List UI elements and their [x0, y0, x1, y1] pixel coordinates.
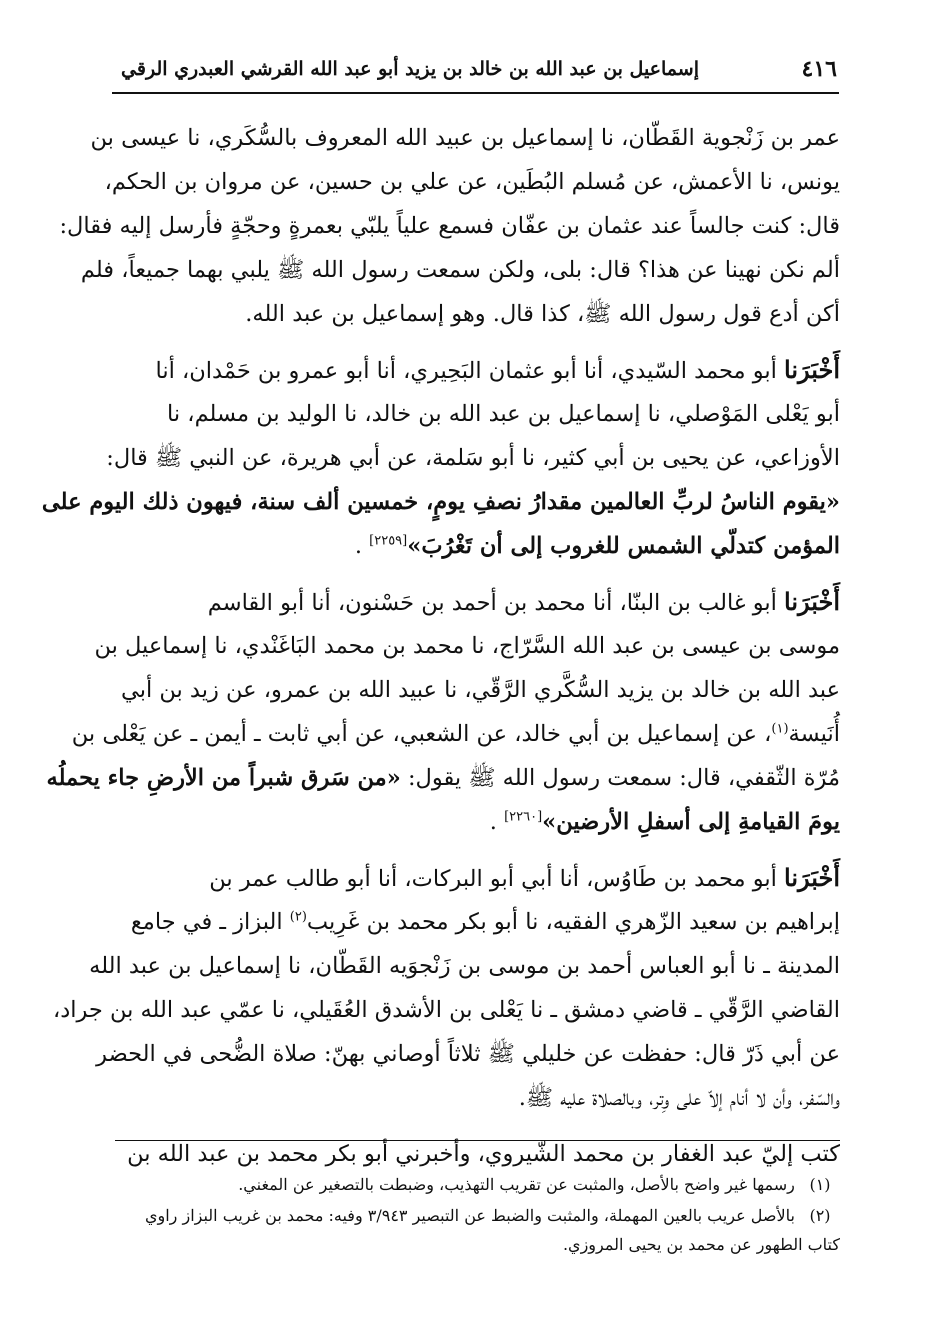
text-line: موسى بن عيسى بن عبد الله السَّرّاج، نا محمد بن محمد البَاغَنْدي، نا إسماعيل بن [94, 633, 840, 659]
header-title: إسماعيل بن عبد الله بن خالد بن يزيد أبو عبد الله القرشي العبدري الرقي [121, 58, 699, 80]
text-segment: ، عن إسماعيل بن أبي خالد، عن الشعبي، عن أبي ثابت ـ أيمن ـ عن يَعْلى بن [71, 721, 772, 747]
main-text [41, 116, 840, 1176]
text-segment: البزاز ـ في جامع [130, 909, 290, 935]
text-line: يونس، نا الأعمش، عن مُسلم البُطَين، عن علي بن حسين، عن مروان بن الحكم، [104, 169, 840, 195]
text-segment: إبراهيم بن سعيد الزّهري الفقيه، نا أبو بكر محمد بن غَرِيب [306, 909, 840, 935]
text-line: عبد الله بن خالد بن يزيد السُّكَّري الرَّقّي، نا عبيد الله بن عمرو، عن زيد بن أبي [120, 677, 840, 703]
akhbarana-keyword: أَخْبَرَنا [784, 863, 840, 892]
text-segment: أبو محمد بن طَاوُس، أنا أبي أبو البركات، أنا أبو طالب عمر بن [209, 866, 777, 892]
text-line: أبو يَعْلى المَوْصلي، نا إسماعيل بن عبد الله بن خالد، نا الوليد بن مسلم، نا [167, 401, 840, 427]
hadith-text: المؤمن كتدلّي الشمس للغروب إلى أن تَغْرُبَ» [407, 533, 840, 559]
footnote-marker: (٢) [289, 909, 307, 925]
hadith-number: [٢٢٦٠] [504, 809, 543, 825]
text-line [115, 348, 840, 392]
text-line: ألم نكن نهينا عن هذا؟ قال: بلى، ولكن سمعت رسول الله ﷺ يلبي بهما جميعاً، فلم [80, 257, 840, 283]
text-line [115, 580, 840, 624]
footnote-marker: (١) [771, 721, 789, 737]
footnote-1 [115, 1171, 840, 1199]
text-segment: أبو محمد السّيدي، أنا أبو عثمان البَحِيري، أنا أبو عمرو بن حَمْدان، أنا [155, 358, 777, 384]
text-line: المدينة ـ نا أبو العباس أحمد بن موسى بن زَنْجوَيه القَطّان، نا إسماعيل بن عبد الله [89, 953, 840, 979]
text-segment: أبو غالب بن البنّا، أنا محمد بن أحمد بن حَسْنون، أنا أبو القاسم [207, 590, 777, 616]
text-line [71, 712, 840, 756]
text-segment: أُنَيسة [788, 721, 840, 747]
text-line: عن أبي ذَرّ قال: حفظت عن خليلي ﷺ ثلاثاً أوصاني بهنّ: صلاة الضُّحى في الحضر [96, 1041, 840, 1067]
text-line: القاضي الرَّقّي ـ قاضي دمشق ـ نا يَعْلى بن الأشدق العُقَيلي، نا عمّي عبد الله بن جراد، [52, 997, 840, 1023]
hadith-text: «من سَرق شبراً من الأرضِ جاء يحملُه [46, 765, 401, 791]
running-header [112, 52, 839, 94]
text-line: والسّفر، وأن لا أنام إلاّ على وِتر، وبالصلاة عليه ﷺ. [518, 1085, 840, 1111]
text-line: يومَ القيامةِ إلى أسفلِ الأرضين»[٢٢٦٠] . [489, 809, 840, 835]
text-line [115, 856, 840, 900]
text-line: كتب إليّ عبد الغفار بن محمد الشّيروي، وأخبرني أبو بكر محمد بن عبد الله بن [127, 1141, 840, 1167]
text-segment: مُرّة الثّقفي، قال: سمعت رسول الله ﷺ يقول: [407, 765, 840, 791]
text-line: أكن أدع قول رسول الله ﷺ، كذا قال. وهو إسماعيل بن عبد الله. [245, 301, 840, 327]
footnote-number: (٢) [809, 1206, 831, 1225]
footnote-2 [115, 1202, 840, 1230]
footnote-2-continuation: كتاب الطهور عن محمد بن يحيى المروزي. [562, 1235, 840, 1254]
text-line: المؤمن كتدلّي الشمس للغروب إلى أن تَغْرُبَ»[٢٢٥٩] . [354, 533, 840, 559]
footnote-number: (١) [809, 1175, 831, 1194]
akhbarana-keyword: أَخْبَرَنا [784, 355, 840, 384]
hadith-text-line: «يقوم الناسُ لربِّ العالمين مقدارُ نصفِ يومٍ، خمسين ألف سنة، فيهون ذلك اليوم على [41, 489, 840, 515]
text-line [46, 756, 840, 800]
page-number: ٤١٦ [801, 56, 837, 82]
footnote-text: بالأصل عريب بالعين المهملة، والمثبت والضبط عن التبصير ٣/٩٤٣ وفيه: محمد بن غريب البزاز راوي [144, 1206, 795, 1225]
text-line: قال: كنت جالساً عند عثمان بن عفّان فسمع علياً يلبّي بعمرةٍ وحجّةٍ فأرسل إليه فقال: [59, 213, 840, 239]
akhbarana-keyword: أَخْبَرَنا [784, 587, 840, 616]
hadith-text: يومَ القيامةِ إلى أسفلِ الأرضين» [542, 809, 840, 835]
hadith-number: [٢٢٥٩] [369, 533, 408, 549]
text-line: عمر بن زَنْجوية القَطّان، نا إسماعيل بن عبيد الله المعروف بالسُّكَري، نا عيسى بن [90, 125, 840, 151]
footnote-text: رسمها غير واضح بالأصل، والمثبت عن تقريب التهذيب، وضبطت بالتصغير عن المغني. [238, 1175, 795, 1194]
text-line: الأوزاعي، عن يحيى بن أبي كثير، نا أبو سَلمة، عن أبي هريرة، عن النبي ﷺ قال: [106, 445, 840, 471]
text-line [115, 900, 840, 944]
